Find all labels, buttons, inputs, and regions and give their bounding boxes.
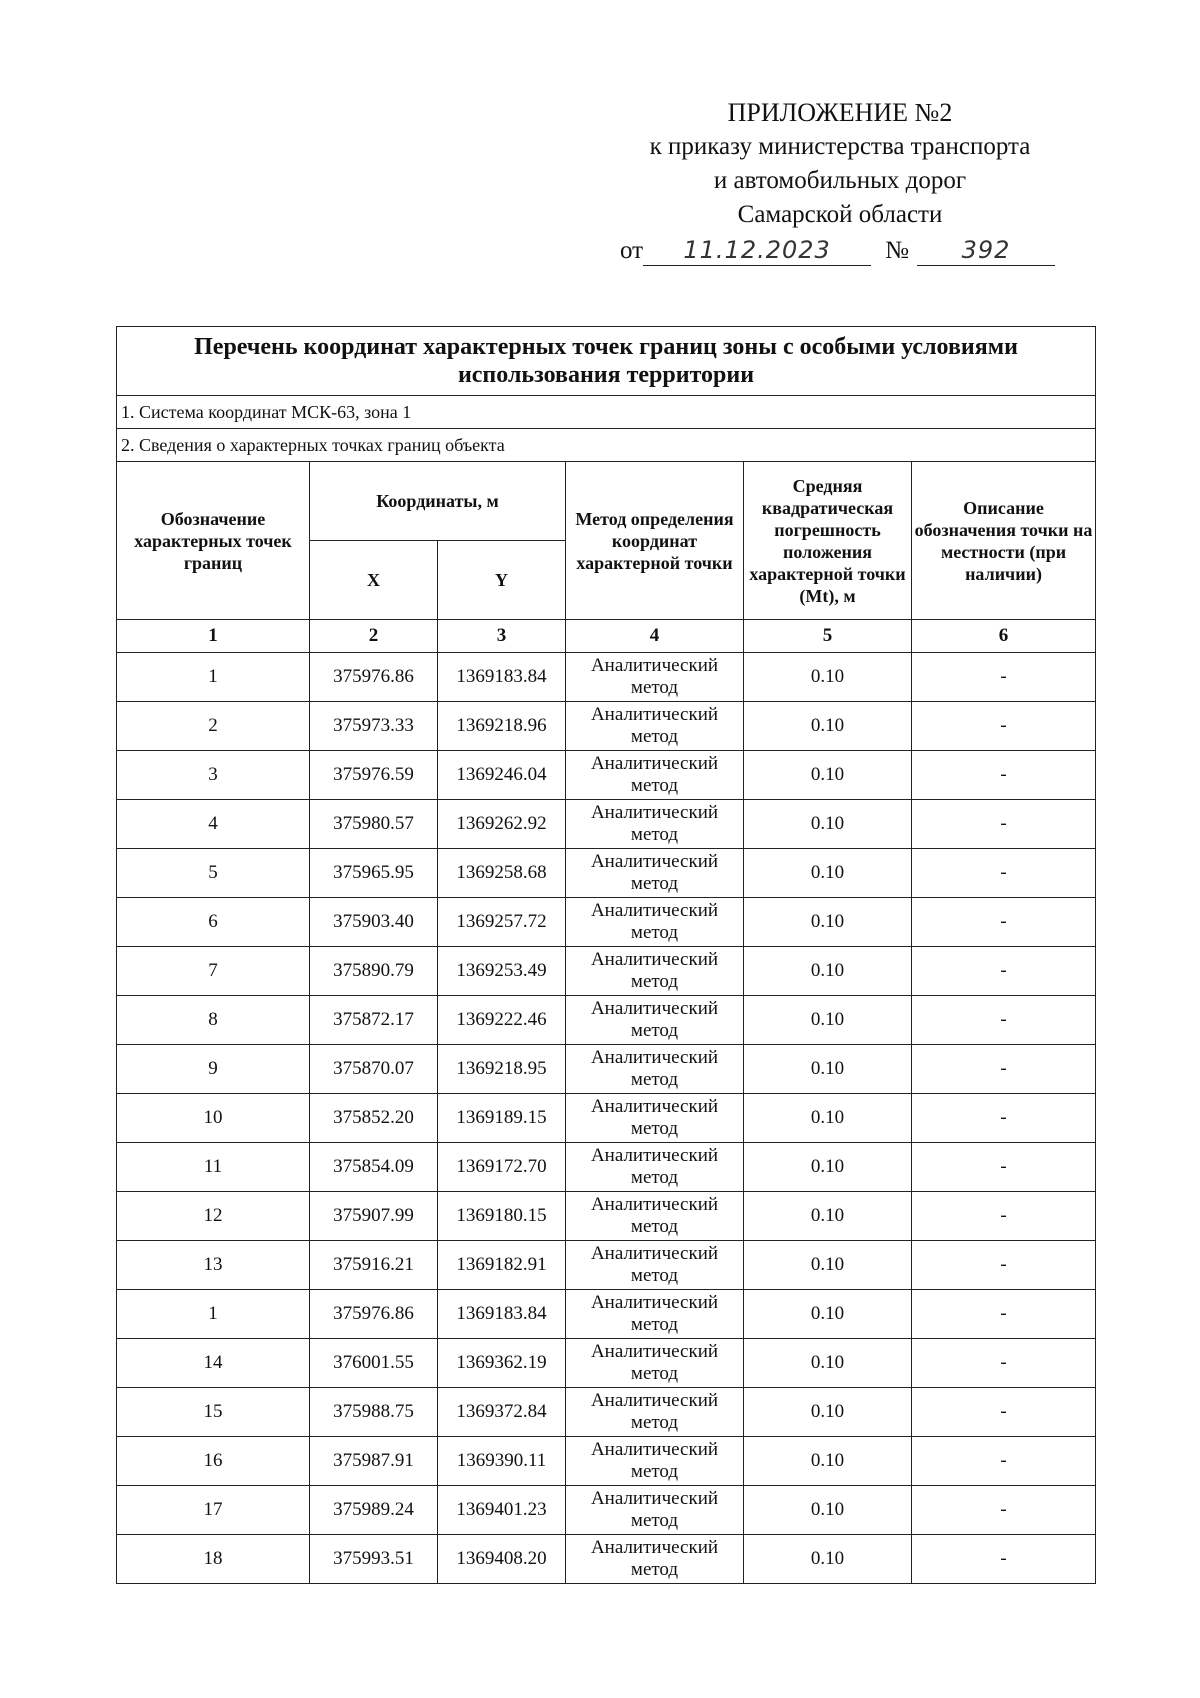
mt-error: 0.10 [744,1535,912,1584]
coord-x: 375976.86 [310,1290,438,1339]
table-row [117,751,1096,800]
description: - [912,898,1096,947]
header-line-1: к приказу министерства транспорта [649,133,1031,160]
header-method: Метод определения координат характерной точки [566,462,744,620]
point-id: 1 [117,653,310,702]
method-line-2: метод [630,1363,679,1384]
point-id: 7 [117,947,310,996]
method-line-2: метод [630,1412,679,1433]
coord-x: 375976.59 [310,751,438,800]
mt-error: 0.10 [744,1241,912,1290]
description: - [912,1486,1096,1535]
method-line-1: Аналитический [590,802,719,823]
method-line-1: Аналитический [590,704,719,725]
method-line-2: метод [630,1020,679,1041]
coord-y: 1369183.84 [438,653,566,702]
method-cell [566,800,744,849]
description: - [912,1094,1096,1143]
table-row [117,1290,1096,1339]
coord-y: 1369189.15 [438,1094,566,1143]
point-id: 12 [117,1192,310,1241]
col-number: 4 [566,620,744,653]
coord-x: 375988.75 [310,1388,438,1437]
table-row [117,1339,1096,1388]
mt-error: 0.10 [744,947,912,996]
method-line-2: метод [630,1167,679,1188]
description: - [912,849,1096,898]
appendix-header [560,96,1120,268]
method-line-2: метод [630,922,679,943]
header-line-2: и автомобильных дорог [713,167,967,194]
header-coords: Координаты, м [310,462,566,541]
coord-y: 1369180.15 [438,1192,566,1241]
method-line-2: метод [630,1118,679,1139]
mt-error: 0.10 [744,849,912,898]
table-row [117,1486,1096,1535]
description: - [912,996,1096,1045]
coord-y: 1369401.23 [438,1486,566,1535]
method-line-2: метод [630,1510,679,1531]
coord-y: 1369390.11 [438,1437,566,1486]
method-line-2: метод [630,971,679,992]
point-id: 17 [117,1486,310,1535]
point-id: 6 [117,898,310,947]
method-cell [566,1535,744,1584]
point-id: 3 [117,751,310,800]
order-date-number [560,234,1120,268]
method-cell [566,849,744,898]
description: - [912,1192,1096,1241]
coord-x: 375852.20 [310,1094,438,1143]
method-line-1: Аналитический [590,1292,719,1313]
method-line-2: метод [630,1314,679,1335]
point-id: 13 [117,1241,310,1290]
coord-y: 1369362.19 [438,1339,566,1388]
header-x: X [310,541,438,620]
method-cell [566,1241,744,1290]
table-row [117,1192,1096,1241]
table-row [117,947,1096,996]
table-row [117,1094,1096,1143]
method-line-1: Аналитический [590,1439,719,1460]
method-cell [566,1290,744,1339]
method-line-1: Аналитический [590,1096,719,1117]
mt-error: 0.10 [744,702,912,751]
table-row [117,898,1096,947]
method-line-2: метод [630,1559,679,1580]
coord-x: 375872.17 [310,996,438,1045]
coord-x: 375965.95 [310,849,438,898]
point-id: 8 [117,996,310,1045]
header-y: Y [438,541,566,620]
points-info: 2. Сведения о характерных точках границ объекта [117,429,1096,462]
point-id: 4 [117,800,310,849]
method-cell [566,1094,744,1143]
header-description: Описание обозначения точки на местности (при наличии) [912,462,1096,620]
method-line-2: метод [630,1069,679,1090]
method-line-1: Аналитический [590,1390,719,1411]
table-row [117,653,1096,702]
mt-error: 0.10 [744,1045,912,1094]
point-id: 9 [117,1045,310,1094]
header-point: Обозначение характерных точек границ [117,462,310,620]
handwritten-number: 392 [917,235,1055,266]
point-id: 16 [117,1437,310,1486]
mt-error: 0.10 [744,1290,912,1339]
method-cell [566,947,744,996]
method-cell [566,1143,744,1192]
col-number: 2 [310,620,438,653]
method-cell [566,996,744,1045]
method-line-2: метод [630,1265,679,1286]
coordinate-system: 1. Система координат МСК-63, зона 1 [117,396,1096,429]
description: - [912,653,1096,702]
point-id: 10 [117,1094,310,1143]
coord-x: 375870.07 [310,1045,438,1094]
coord-y: 1369372.84 [438,1388,566,1437]
description: - [912,800,1096,849]
method-cell [566,702,744,751]
method-line-1: Аналитический [590,1047,719,1068]
coord-x: 375980.57 [310,800,438,849]
col-number: 1 [117,620,310,653]
method-cell [566,1192,744,1241]
description: - [912,1290,1096,1339]
coord-y: 1369218.95 [438,1045,566,1094]
appendix-title: ПРИЛОЖЕНИЕ №2 [727,98,953,127]
coord-y: 1369218.96 [438,702,566,751]
method-line-1: Аналитический [590,1243,719,1264]
mt-error: 0.10 [744,800,912,849]
point-id: 11 [117,1143,310,1192]
coord-x: 375854.09 [310,1143,438,1192]
point-id: 15 [117,1388,310,1437]
description: - [912,1388,1096,1437]
method-line-1: Аналитический [590,998,719,1019]
coord-y: 1369222.46 [438,996,566,1045]
header-line-3: Самарской области [737,201,943,228]
method-cell [566,898,744,947]
number-sign: № [885,237,909,264]
description: - [912,751,1096,800]
coord-x: 375890.79 [310,947,438,996]
method-line-1: Аналитический [590,655,719,676]
coord-y: 1369183.84 [438,1290,566,1339]
coord-x: 375916.21 [310,1241,438,1290]
description: - [912,1535,1096,1584]
table-row [117,1437,1096,1486]
table-row [117,849,1096,898]
table-row [117,800,1096,849]
col-number: 6 [912,620,1096,653]
handwritten-date: 11.12.2023 [643,235,871,266]
coord-y: 1369253.49 [438,947,566,996]
coord-x: 375987.91 [310,1437,438,1486]
method-cell [566,751,744,800]
method-line-2: метод [630,775,679,796]
mt-error: 0.10 [744,898,912,947]
method-cell [566,1437,744,1486]
method-line-1: Аналитический [590,1194,719,1215]
col-number: 3 [438,620,566,653]
mt-error: 0.10 [744,751,912,800]
mt-error: 0.10 [744,1339,912,1388]
table-row [117,1143,1096,1192]
coord-x: 375907.99 [310,1192,438,1241]
method-cell [566,1339,744,1388]
col-number: 5 [744,620,912,653]
method-line-1: Аналитический [590,1145,719,1166]
mt-error: 0.10 [744,1388,912,1437]
mt-error: 0.10 [744,1486,912,1535]
description: - [912,1045,1096,1094]
point-id: 18 [117,1535,310,1584]
coord-y: 1369246.04 [438,751,566,800]
method-cell [566,1388,744,1437]
description: - [912,702,1096,751]
mt-error: 0.10 [744,1192,912,1241]
mt-error: 0.10 [744,1437,912,1486]
method-line-1: Аналитический [590,851,719,872]
method-line-1: Аналитический [590,949,719,970]
method-line-2: метод [630,824,679,845]
table-row [117,702,1096,751]
point-id: 1 [117,1290,310,1339]
method-line-2: метод [630,1461,679,1482]
coord-x: 375976.86 [310,653,438,702]
coord-y: 1369258.68 [438,849,566,898]
coord-y: 1369182.91 [438,1241,566,1290]
description: - [912,1241,1096,1290]
header-error: Средняя квадратическая погрешность положения характерной точки (Mt), м [744,462,912,620]
mt-error: 0.10 [744,1143,912,1192]
coord-y: 1369257.72 [438,898,566,947]
point-id: 2 [117,702,310,751]
description: - [912,1339,1096,1388]
coord-x: 375903.40 [310,898,438,947]
method-line-1: Аналитический [590,900,719,921]
method-line-2: метод [630,1216,679,1237]
table-row [117,1241,1096,1290]
method-cell [566,1486,744,1535]
method-line-1: Аналитический [590,753,719,774]
table-body [117,653,1096,1584]
method-line-1: Аналитический [590,1488,719,1509]
coord-x: 375989.24 [310,1486,438,1535]
method-cell [566,1045,744,1094]
method-line-1: Аналитический [590,1537,719,1558]
method-line-2: метод [630,873,679,894]
coord-y: 1369262.92 [438,800,566,849]
description: - [912,1143,1096,1192]
point-id: 14 [117,1339,310,1388]
description: - [912,1437,1096,1486]
method-cell [566,653,744,702]
method-line-1: Аналитический [590,1341,719,1362]
coordinates-table [116,326,1096,1584]
table-title: Перечень координат характерных точек границ зоны с особыми условиями использования территории [117,327,1096,396]
description: - [912,947,1096,996]
method-line-2: метод [630,677,679,698]
table-row [117,996,1096,1045]
mt-error: 0.10 [744,996,912,1045]
table-row [117,1045,1096,1094]
date-prefix: от [620,237,644,264]
mt-error: 0.10 [744,1094,912,1143]
coord-y: 1369408.20 [438,1535,566,1584]
table-row [117,1535,1096,1584]
point-id: 5 [117,849,310,898]
coord-x: 376001.55 [310,1339,438,1388]
method-line-2: метод [630,726,679,747]
coord-y: 1369172.70 [438,1143,566,1192]
coord-x: 375973.33 [310,702,438,751]
coord-x: 375993.51 [310,1535,438,1584]
table-row [117,1388,1096,1437]
mt-error: 0.10 [744,653,912,702]
